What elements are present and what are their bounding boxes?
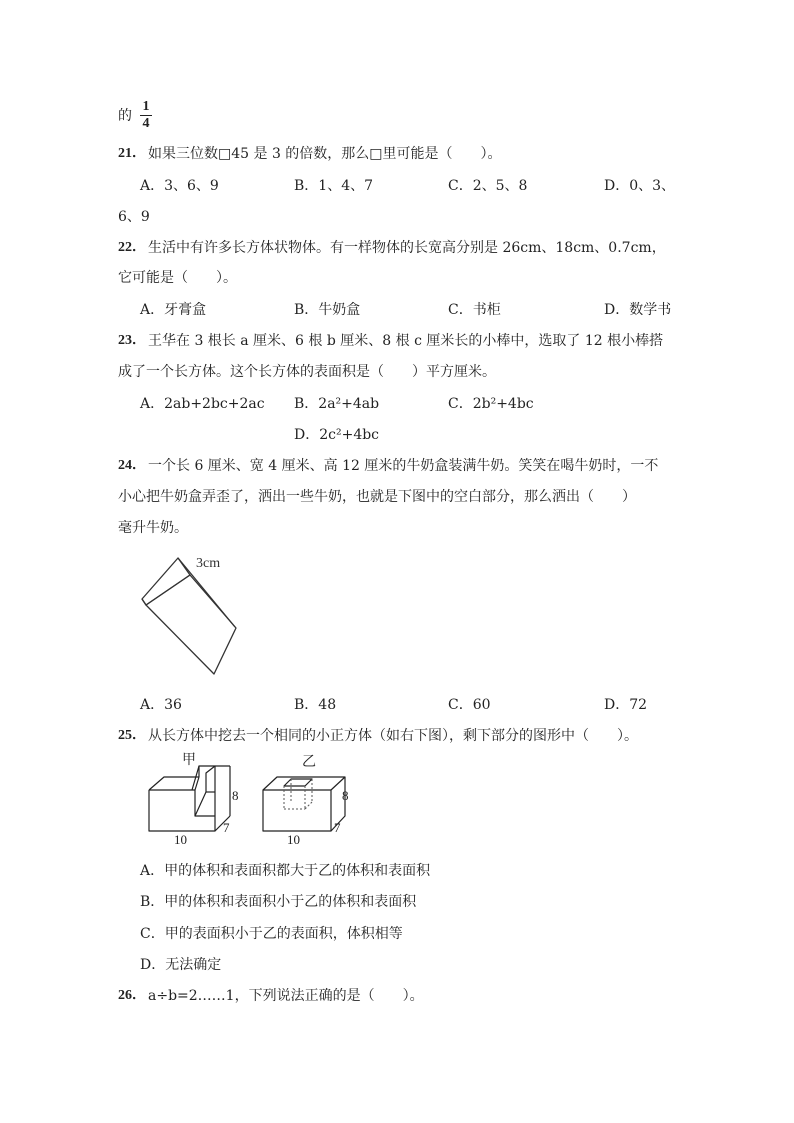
q21-number: 21． [118, 146, 146, 161]
q22-stem-line1: 生活中有许多长方体状物体。有一样物体的长宽高分别是 26cm、18cm、0.7cm， [148, 240, 666, 256]
q21-option-d[interactable]: D．0、3、 [604, 178, 676, 194]
q24-stem-line3: 毫升牛奶。 [118, 520, 188, 536]
tilted-milk-carton-figure [135, 550, 265, 680]
q25-option-d[interactable]: D．无法确定 [140, 957, 222, 973]
q26-stem: a÷b=2……1，下列说法正确的是（ ）。 [148, 988, 424, 1004]
q22-stem-line2: 它可能是（ ）。 [118, 270, 237, 286]
q24-number: 24． [118, 458, 146, 473]
q24-option-d[interactable]: D．72 [604, 697, 648, 713]
q24-option-b[interactable]: B．48 [294, 697, 337, 713]
q25-stem: 从长方体中挖去一个相同的小正方体（如右下图），剩下部分的图形中（ ）。 [148, 728, 638, 744]
q24-option-a[interactable]: A．36 [140, 697, 182, 713]
figure-label-3cm: 3cm [196, 556, 221, 571]
q21-option-d-wrap: 6、9 [118, 209, 150, 225]
q23-option-b[interactable]: B．2a²+4ab [294, 396, 380, 412]
figure-yi-dim-length: 10 [287, 832, 300, 847]
fraction-numerator: 1 [142, 99, 150, 114]
figure-jia-dim-length: 10 [174, 832, 187, 847]
q22-option-b[interactable]: B．牛奶盒 [294, 302, 361, 318]
q21-option-b[interactable]: B．1、4、7 [294, 178, 374, 194]
figure-jia-cuboid [140, 752, 250, 848]
q21-option-c[interactable]: C．2、5、8 [448, 178, 528, 194]
q22-option-c[interactable]: C．书柜 [448, 302, 501, 318]
q24-stem-line1: 一个长 6 厘米、宽 4 厘米、高 12 厘米的牛奶盒装满牛奶。笑笑在喝牛奶时，一不 [148, 458, 659, 474]
fraction-denominator: 4 [142, 116, 150, 131]
figure-jia-dim-height: 8 [232, 788, 239, 803]
q22-option-d[interactable]: D．数学书 [604, 302, 672, 318]
q23-option-d[interactable]: D．2c²+4bc [294, 427, 380, 443]
figure-yi-label: 乙 [302, 755, 316, 770]
q25-number: 25． [118, 728, 146, 743]
q23-stem-line1: 王华在 3 根长 a 厘米、6 根 b 厘米、8 根 c 厘米长的小棒中，选取了 12 根小棒搭 [148, 333, 664, 349]
q25-option-c[interactable]: C．甲的表面积小于乙的表面积，体积相等 [140, 926, 403, 942]
q23-option-a[interactable]: A．2ab+2bc+2ac [140, 396, 265, 412]
q22-number: 22． [118, 240, 146, 255]
figure-jia-label: 甲 [182, 753, 196, 768]
q26-number: 26． [118, 988, 146, 1003]
q25-option-b[interactable]: B．甲的体积和表面积小于乙的体积和表面积 [140, 894, 417, 910]
fraction-one-quarter [140, 100, 152, 131]
figure-yi-cuboid [255, 752, 365, 848]
fraction-prefix: 的 [118, 108, 132, 124]
q24-option-c[interactable]: C．60 [448, 697, 491, 713]
figure-yi-dim-width: 7 [334, 820, 341, 835]
q23-stem-line2: 成了一个长方体。这个长方体的表面积是（ ）平方厘米。 [118, 364, 496, 380]
q21-stem: 如果三位数□45 是 3 的倍数，那么□里可能是（ ）。 [148, 146, 502, 162]
q21-option-a[interactable]: A．3、6、9 [140, 178, 219, 194]
q22-option-a[interactable]: A．牙膏盒 [140, 302, 207, 318]
q23-option-c[interactable]: C．2b²+4bc [448, 396, 534, 412]
q24-stem-line2: 小心把牛奶盒弄歪了，洒出一些牛奶，也就是下图中的空白部分，那么洒出（ ） [118, 489, 636, 505]
figure-yi-dim-height: 8 [342, 788, 349, 803]
figure-jia-dim-width: 7 [223, 820, 230, 835]
q23-number: 23． [118, 333, 146, 348]
q25-option-a[interactable]: A．甲的体积和表面积都大于乙的体积和表面积 [140, 863, 431, 879]
